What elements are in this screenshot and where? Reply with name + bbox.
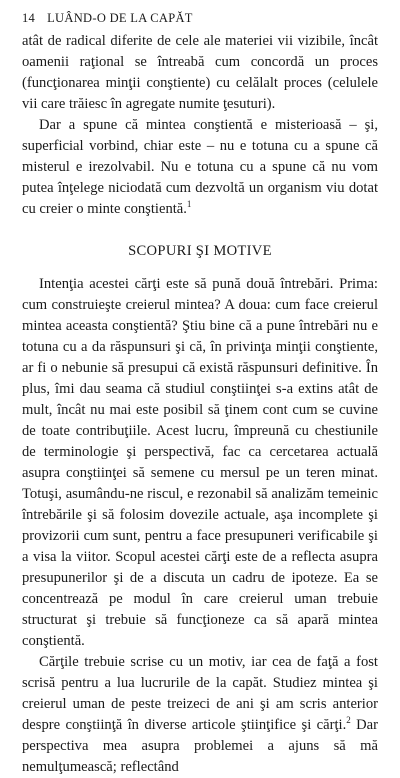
paragraph-text: Dar a spune că mintea conştientă e misterioasă – şi, superficial vorbind, chiar este – nu e totuna cu a spune că misterul e irezolvabil. Nu e totuna cu a spune că nu vom putea înţelege niciodată cum dezvoltă un organism viu dotat cu creier o minte conştientă.	[22, 117, 378, 217]
paragraph	[22, 274, 378, 652]
paragraph	[22, 31, 378, 115]
paragraph-text-continued: Dar perspectiva mea asupra problemei a ajuns să mă nemulţumească; reflectând	[22, 717, 378, 775]
running-header	[22, 9, 378, 31]
running-title: LUÂND-O DE LA CAPĂT	[47, 11, 193, 25]
footnote-marker[interactable]: 2	[346, 715, 351, 726]
page-number: 14	[22, 11, 36, 25]
footnote-marker[interactable]: 1	[186, 199, 192, 210]
paragraph	[22, 115, 378, 220]
body-text	[22, 31, 378, 778]
paragraph-text: atât de radical diferite de cele ale materiei vii vizibile, încât oamenii raţional se întreabă cum concordă un proces (funcţionarea minţii conştiente) cu celălalt proces (celulele vii care trăiesc în agregate numite ţesuturi).	[22, 33, 378, 112]
paragraph-text: Cărţile trebuie scrise cu un motiv, iar cea de faţă a fost scrisă pentru a lua lucrurile de la capăt. Studiez mintea şi creierul uman de peste treizeci de ani şi am scris anterior despre conştiinţă în diverse articole ştiinţifice şi cărţi.	[22, 654, 378, 733]
section-heading: SCOPURI ŞI MOTIVE	[128, 243, 272, 259]
paragraph-text: Intenţia acestei cărţi este să pună două întrebări. Prima: cum construieşte creierul mintea? A doua: cum face creierul mintea aceasta conştientă? Ştiu bine că a pune întrebări nu e totuna cu a da răspunsuri şi că, în privinţa minţii conştiente, ar fi o nebunie să presupui că există răspunsuri definitive. În plus, îmi dau seama că studiul conştiinţei s-a extins atât de mult, încât nu mai este posibil să ţinem cont cum se cuvine de toate contribuţiile. Acest lucru, împreună cu chestiunile de terminologie şi perspectivă, fac ca cercetarea actuală asupra conştiinţei să semene cu mersul pe un teren minat. Totuşi, asumându-ne riscul, e rezonabil să analizăm temeinic întrebările şi să folosim dovezile actuale, aşa incomplete şi provizorii cum sunt, pentru a face presupuneri verificabile şi a visa la viitor. Scopul acestei cărţi este de a reflecta asupra presupunerilor şi de a discuta un cadru de ipoteze. Ea se concentrează pe modul în care creierul uman trebuie structurat şi trebuie să funcţioneze ca să apară mintea conştientă.	[22, 276, 378, 649]
paragraph	[22, 652, 378, 778]
